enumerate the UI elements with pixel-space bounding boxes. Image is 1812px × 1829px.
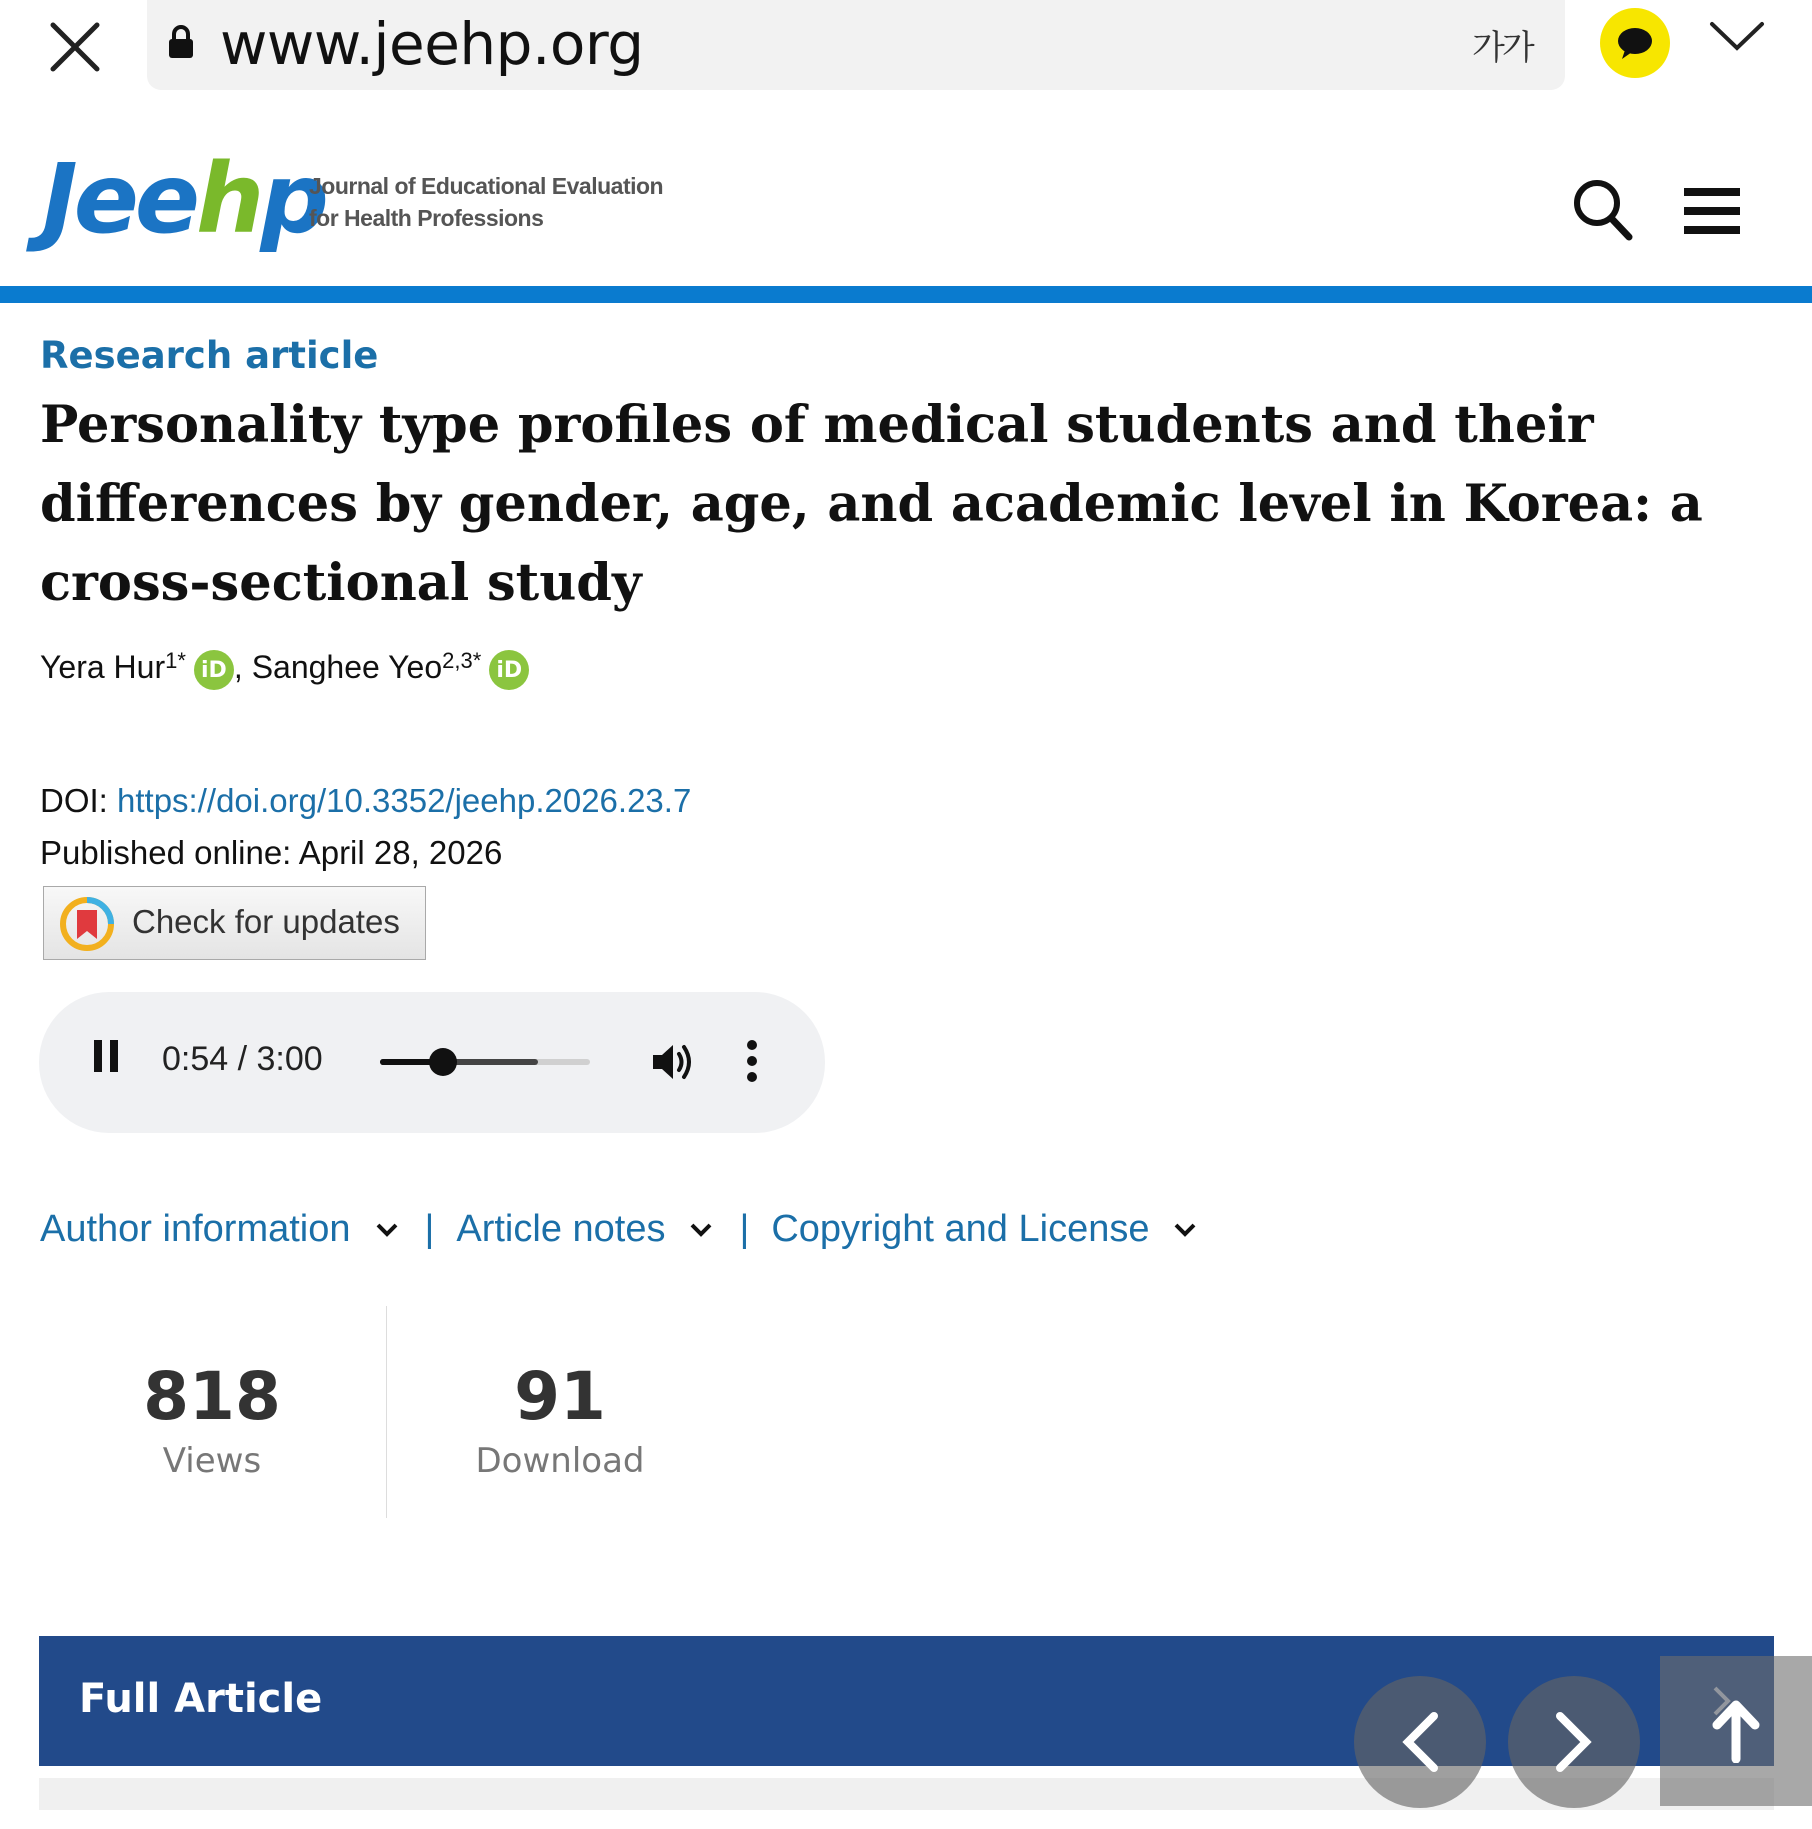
download-count: 91: [514, 1358, 606, 1435]
author-separator: ,: [233, 648, 252, 685]
url-text[interactable]: www.jeehp.org: [220, 10, 644, 78]
views-label: Views: [162, 1441, 262, 1481]
check-for-updates-button[interactable]: [43, 886, 426, 960]
journal-logo[interactable]: [42, 144, 325, 254]
volume-icon[interactable]: [651, 1040, 697, 1084]
close-tab-button[interactable]: [40, 12, 110, 82]
journal-name-line1: Journal of Educational Evaluation: [309, 173, 664, 199]
more-vert-icon[interactable]: [745, 1038, 759, 1084]
article-info-links: [40, 1208, 1211, 1251]
chevron-down-icon[interactable]: [1708, 16, 1766, 56]
copyright-license-label: Copyright and License: [771, 1208, 1150, 1250]
chevron-right-icon: [1552, 1710, 1596, 1774]
orcid-icon[interactable]: iD: [489, 650, 529, 690]
playback-time: 0:54 / 3:00: [162, 1040, 323, 1078]
browser-toolbar: [0, 0, 1812, 115]
journal-name-line2: for Health Professions: [309, 205, 544, 231]
article-type: Research article: [40, 334, 379, 377]
article-notes-toggle[interactable]: [456, 1208, 727, 1251]
chevron-left-icon: [1398, 1710, 1442, 1774]
close-icon: [49, 21, 101, 73]
chevron-down-icon: [375, 1222, 399, 1238]
doi-link[interactable]: https://doi.org/10.3352/jeehp.2026.23.7: [117, 782, 692, 819]
text-size-button[interactable]: 가가: [1472, 28, 1532, 68]
logo-text-h: h: [195, 143, 261, 255]
scroll-to-top-button[interactable]: [1660, 1656, 1812, 1806]
search-icon[interactable]: [1572, 178, 1634, 242]
copyright-license-toggle[interactable]: [771, 1208, 1211, 1251]
article-title: Personality type profiles of medical students and their differences by gender, age, and academic level in Korea: a cross-sectional study: [40, 395, 1703, 613]
download-label: Download: [475, 1441, 645, 1481]
kakaotalk-icon[interactable]: [1600, 8, 1670, 78]
speech-bubble-icon: [1615, 26, 1655, 60]
seek-thumb[interactable]: [429, 1048, 457, 1076]
author-affiliation: 2,3*: [442, 648, 482, 673]
chevron-down-icon: [1173, 1222, 1197, 1238]
logo-text-jee: Jee: [42, 143, 196, 255]
crossmark-icon: [60, 897, 114, 951]
seek-slider[interactable]: [380, 1059, 590, 1065]
arrow-up-icon: [1711, 1699, 1761, 1763]
lock-icon: [168, 25, 194, 59]
site-header: [0, 114, 1812, 286]
views-stat: [122, 1358, 302, 1481]
journal-name: [309, 170, 663, 234]
author-affiliation: 1*: [165, 648, 186, 673]
stats-divider: [386, 1306, 387, 1518]
link-separator: |: [739, 1208, 750, 1250]
author-name[interactable]: Yera Hur: [40, 648, 166, 685]
doi-label: DOI:: [40, 782, 118, 819]
header-divider: [0, 286, 1812, 303]
published-date: Published online: April 28, 2026: [40, 834, 503, 871]
doi-line: [40, 782, 691, 820]
next-article-button[interactable]: [1508, 1676, 1640, 1808]
audio-player: [39, 992, 825, 1133]
previous-article-button[interactable]: [1354, 1676, 1486, 1808]
author-list: [40, 644, 533, 690]
article-notes-label: Article notes: [456, 1208, 666, 1250]
author-information-label: Author information: [40, 1208, 351, 1250]
menu-icon[interactable]: [1684, 186, 1740, 236]
link-separator: |: [424, 1208, 435, 1250]
logo-text-p: p: [260, 143, 325, 255]
chevron-down-icon: [689, 1222, 713, 1238]
pause-icon[interactable]: [91, 1036, 121, 1076]
content-start: [39, 1778, 1774, 1810]
full-article-label: Full Article: [79, 1676, 323, 1722]
orcid-icon[interactable]: iD: [194, 650, 234, 690]
author-name[interactable]: Sanghee Yeo: [251, 648, 443, 685]
views-count: 818: [143, 1358, 281, 1435]
downloads-stat: [460, 1358, 660, 1481]
check-for-updates-label: Check for updates: [132, 903, 400, 940]
author-information-toggle[interactable]: [40, 1208, 413, 1251]
